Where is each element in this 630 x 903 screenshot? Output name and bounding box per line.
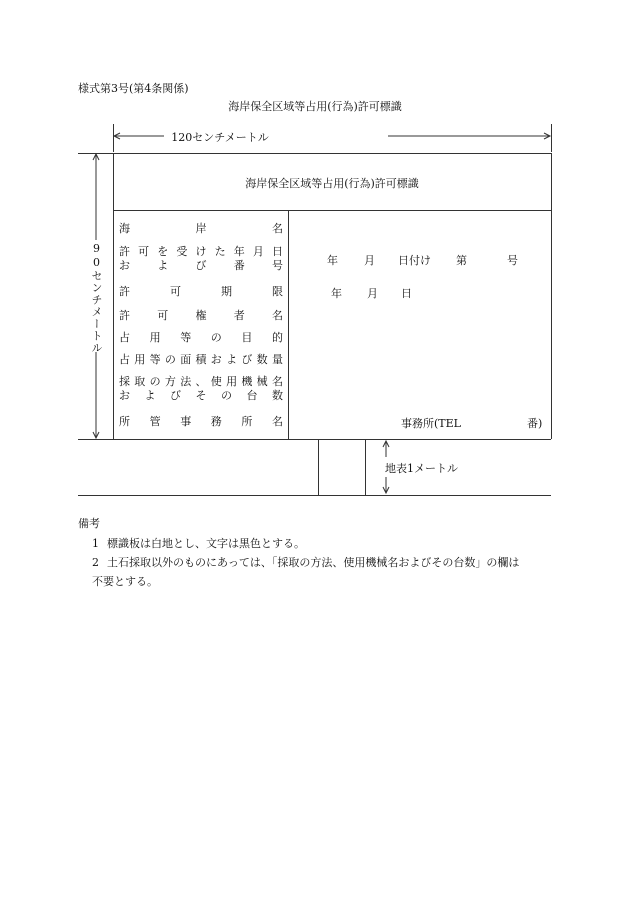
document-title: 海岸保全区域等占用(行為)許可標識 — [228, 100, 402, 113]
post-right — [365, 439, 366, 495]
height-label: 90センチメートル — [90, 242, 103, 354]
label-char: 、 — [195, 375, 207, 388]
label-char: た — [214, 245, 226, 258]
label-char: 名 — [272, 222, 283, 235]
label-char: 目 — [241, 331, 253, 344]
label-permission-number — [119, 259, 283, 272]
date-year: 年 — [327, 254, 338, 267]
label-char: 積 — [195, 353, 207, 366]
label-office-name — [119, 415, 283, 428]
label-char: び — [241, 353, 253, 366]
note-1-number: 1 — [92, 537, 99, 550]
label-char: 名 — [271, 375, 283, 388]
label-area-quantity — [119, 353, 283, 366]
office-tel-ban: 番) — [527, 417, 543, 430]
label-char: 械 — [256, 375, 268, 388]
width-label: 120センチメートル — [164, 129, 276, 145]
label-coast-name — [119, 222, 283, 235]
label-char: 期 — [221, 285, 232, 298]
label-char: 量 — [271, 353, 283, 366]
label-char: 名 — [272, 309, 283, 322]
period-month: 月 — [367, 287, 378, 300]
label-char: 可 — [170, 285, 181, 298]
label-char: 採 — [119, 375, 130, 388]
label-char: 許 — [119, 245, 130, 258]
label-column-divider — [288, 210, 289, 439]
label-char: 事 — [180, 415, 192, 428]
label-char: の — [164, 353, 176, 366]
sign-top-border — [78, 153, 551, 154]
title-row-divider — [113, 210, 551, 211]
label-char: 限 — [272, 285, 283, 298]
label-char: の — [149, 375, 161, 388]
label-char: 海 — [119, 222, 130, 235]
label-char: 用 — [226, 375, 238, 388]
note-2-continuation: 不要とする。 — [92, 575, 158, 588]
label-char: 占 — [119, 331, 130, 344]
ground-line — [78, 495, 551, 496]
note-2-number: 2 — [92, 556, 99, 569]
label-char: 面 — [180, 353, 192, 366]
label-purpose — [119, 331, 283, 344]
label-char: 受 — [176, 245, 188, 258]
label-permission-date — [119, 245, 283, 258]
label-char: 法 — [180, 375, 192, 388]
label-char: 号 — [272, 259, 283, 272]
label-char: 権 — [195, 309, 207, 322]
label-char: を — [157, 245, 169, 258]
label-permission-period — [119, 285, 283, 298]
label-char: び — [170, 389, 181, 402]
label-char: 数 — [272, 389, 283, 402]
label-char: よ — [226, 353, 238, 366]
label-char: お — [119, 259, 130, 272]
label-machine-count — [119, 389, 283, 402]
label-char: お — [119, 389, 130, 402]
label-char: 月 — [252, 245, 264, 258]
label-char: 名 — [271, 415, 283, 428]
label-char: 所 — [119, 415, 130, 428]
sign-bottom-border — [78, 439, 551, 440]
note-2-text: 土石採取以外のものにあっては、「採取の方法、使用機械名およびその台数」の欄は — [107, 556, 520, 569]
label-char: 岸 — [195, 222, 207, 235]
label-char: 等 — [180, 331, 192, 344]
label-char: 数 — [256, 353, 268, 366]
period-day: 日 — [401, 287, 412, 300]
sign-left-border — [113, 153, 114, 439]
label-char: 機 — [241, 375, 253, 388]
label-char: 管 — [149, 415, 161, 428]
label-char: 台 — [246, 389, 258, 402]
number-dai: 第 — [456, 254, 467, 267]
label-char: 用 — [149, 331, 161, 344]
label-char: 可 — [157, 309, 169, 322]
notes-heading: 備考 — [78, 517, 100, 530]
label-char: 等 — [149, 353, 161, 366]
label-char: よ — [144, 389, 156, 402]
label-char: 使 — [210, 375, 222, 388]
label-char: 占 — [119, 353, 130, 366]
post-left — [318, 439, 319, 495]
label-char: け — [195, 245, 207, 258]
label-char: の — [221, 389, 232, 402]
label-char: 可 — [138, 245, 150, 258]
ground-label: 地表1メートル — [385, 462, 458, 475]
label-permitter-name — [119, 309, 283, 322]
date-month: 月 — [364, 254, 375, 267]
label-extraction-method — [119, 375, 283, 388]
number-go: 号 — [507, 254, 518, 267]
sign-right-border — [551, 153, 552, 439]
label-char: そ — [195, 389, 207, 402]
label-char: び — [195, 259, 207, 272]
label-char: お — [210, 353, 222, 366]
label-char: の — [210, 331, 222, 344]
label-char: 日 — [272, 245, 283, 258]
label-char: 番 — [233, 259, 245, 272]
label-char: 許 — [119, 285, 130, 298]
label-char: 者 — [233, 309, 245, 322]
sign-title: 海岸保全区域等占用(行為)許可標識 — [245, 177, 419, 190]
note-1-text: 標識板は白地とし、文字は黒色とする。 — [107, 537, 305, 550]
label-char: 務 — [210, 415, 222, 428]
label-char: 年 — [233, 245, 245, 258]
date-dated: 日付け — [398, 254, 431, 267]
label-char: 所 — [241, 415, 253, 428]
label-char: 許 — [119, 309, 130, 322]
period-year: 年 — [331, 287, 342, 300]
label-char: 的 — [271, 331, 283, 344]
form-number: 様式第3号(第4条関係) — [78, 82, 189, 95]
label-char: よ — [157, 259, 169, 272]
label-char: 用 — [134, 353, 146, 366]
label-char: 取 — [134, 375, 146, 388]
office-tel: 事務所(TEL — [401, 417, 461, 430]
label-char: 方 — [164, 375, 176, 388]
